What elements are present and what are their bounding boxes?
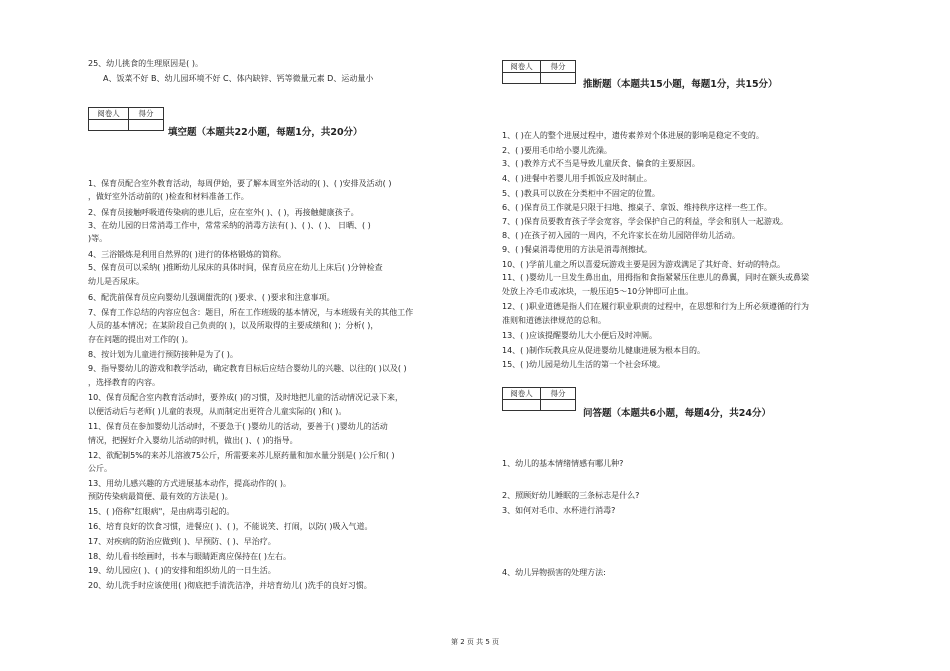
fill-question-line: 18、幼儿看书绘画时，书本与眼睛距离应保持在( )左右。: [88, 552, 291, 561]
score-cell[interactable]: [129, 120, 164, 131]
fill-section-title: 填空题（本题共22小题，每题1分，共20分）: [168, 127, 363, 138]
judge-question-line: 11、( )婴幼儿一旦发生鼻出血，用拇指和食指紧紧压住患儿的鼻翼，同时在额头或鼻梁: [502, 273, 809, 282]
fill-question-line: 公斤。: [88, 464, 112, 473]
fill-question-line: 9、指导婴幼儿的游戏和教学活动，确定教育目标后应结合婴幼儿的兴趣、以往的( )以及( ): [88, 364, 407, 373]
fill-question-line: 12、欲配制5%的来苏儿溶液75公斤，所需要来苏儿原药量和加水量分别是( )公斤和( ): [88, 451, 395, 460]
fill-question-line: 3、在幼儿园的日常消毒工作中，常常采纳的消毒方法有( )、( )、( )、 日晒、( ): [88, 221, 371, 230]
reviewer-cell[interactable]: [503, 400, 541, 411]
answer-score-box: [502, 387, 576, 411]
judge-question-line: 12、( )职业道德是指人们在履行职业职责的过程中，在思想和行为上所必须遵循的行为: [502, 302, 809, 311]
fill-question-line: 4、三浴锻炼是利用自然界的( )进行的体格锻炼的简称。: [88, 250, 286, 259]
reviewer-cell[interactable]: [89, 120, 129, 131]
reviewer-label: 阅卷人: [89, 108, 129, 120]
judge-question-line: 7、( )保育员要教育孩子学会宽容，学会保护自己的利益，学会和别人一起游戏。: [502, 217, 788, 226]
judge-question-line: 13、( )应该提醒婴幼儿大小便后及时冲厕。: [502, 331, 657, 340]
judge-section-title: 推断题（本题共15小题，每题1分，共15分）: [583, 79, 778, 90]
fill-question-line: 幼儿是否尿床。: [88, 277, 144, 286]
fill-question-line: 情况，把握好介入婴幼儿活动的时机，做出( )、( )的指导。: [88, 436, 298, 445]
score-cell[interactable]: [541, 73, 576, 84]
fill-question-line: ，做好室外活动前的( )检查和材料准备工作。: [88, 192, 249, 201]
fill-question-line: 8、按计划为儿童进行预防接种是为了( )。: [88, 350, 238, 359]
fill-question-line: 2、保育员接触呼吸道传染病的患儿后，应在室外( )、( )，再接触健康孩子。: [88, 208, 359, 217]
answer-question-4: 4、幼儿异物损害的处理方法:: [502, 568, 606, 577]
fill-question-line: 7、保育工作总结的内容应包含：题目，所在工作班级的基本情况，与本班级有关的其他工作: [88, 308, 414, 317]
judge-question-line: 8、( )在孩子初入园的一周内，不允许家长在幼儿园陪伴幼儿活动。: [502, 231, 740, 240]
judge-question-line: 5、( )教具可以放在分类柜中不固定的位置。: [502, 189, 660, 198]
score-cell[interactable]: [541, 400, 576, 411]
judge-question-line: 3、( )教养方式不当是导致儿童厌食、偏食的主要原因。: [502, 159, 700, 168]
judge-question-line: 4、( )进餐中若婴儿用手抓饭应及时制止。: [502, 174, 652, 183]
reviewer-label: 阅卷人: [503, 61, 541, 73]
judge-score-box: [502, 60, 576, 84]
fill-question-line: 20、幼儿洗手时应该使用( )彻底把手清洗洁净，并培育幼儿( )洗手的良好习惯。: [88, 581, 372, 590]
page-footer: 第 2 页 共 5 页: [450, 638, 500, 646]
fill-question-line: ，选择教育的内容。: [88, 378, 160, 387]
fill-question-line: 预防传染病最简便、最有效的方法是( )。: [88, 492, 233, 501]
fill-question-line: 5、保育员可以采纳( )推断幼儿尿床的具体时间，保育员应在幼儿上床后( )分钟检查: [88, 263, 383, 272]
judge-question-line: 处放上冷毛巾或冰块，一般压迫5～10分钟即可止血。: [502, 287, 694, 296]
fill-question-line: 人员的基本情况；在某阶段自己负责的( )，以及所取得的主要成绩和( )；分析( )，: [88, 321, 379, 330]
judge-question-line: 2、( )要用毛巾给小婴儿洗澡。: [502, 146, 612, 155]
judge-question-line: 9、( )餐桌消毒使用的方法是消毒剂擦拭。: [502, 245, 652, 254]
fill-question-line: 19、幼儿园应( )、( )的安排和组织幼儿的一日生活。: [88, 566, 276, 575]
fill-question-line: 16、培育良好的饮食习惯，进餐应( )、( )，不能说笑、打闹，以防( )吸入气道。: [88, 522, 373, 531]
judge-question-line: 6、( )保育员工作就是只限于扫地、擦桌子、拿饭、维持秩序这样一些工作。: [502, 203, 772, 212]
score-label: 得分: [541, 61, 576, 73]
score-label: 得分: [129, 108, 164, 120]
answer-question-2: 2、照顾好幼儿睡眠的三条标志是什么?: [502, 491, 640, 500]
judge-question-line: 14、( )制作玩教具应从促进婴幼儿健康进展为根本目的。: [502, 346, 705, 355]
fill-question-line: 10、保育员配合室内教育活动时，要养成( )的习惯，及时地把儿童的活动情况记录下来，: [88, 393, 403, 402]
fill-question-line: 存在问题的提出对工作的( )。: [88, 335, 193, 344]
fill-question-line: 13、用幼儿感兴趣的方式进展基本动作，提高动作的( )。: [88, 479, 291, 488]
fill-question-line: 6、配洗前保育员应向婴幼儿强调盥洗的( )要求、( )要求和注意事项。: [88, 293, 335, 302]
answer-section-title: 问答题（本题共6小题，每题4分，共24分）: [583, 408, 771, 419]
question-25-options: A、饭菜不好 B、幼儿园环境不好 C、体内缺锌、钙等微量元素 D、运动量小: [103, 74, 374, 83]
judge-question-line: 1、( )在人的整个进展过程中，遗传素养对个体进展的影响是稳定不变的。: [502, 131, 764, 140]
fill-question-line: 以便活动后与老师( )儿童的表现，从而制定出更符合儿童实际的( )和( )。: [88, 407, 347, 416]
judge-question-line: 准则和道德法律规范的总和。: [502, 316, 606, 325]
fill-question-line: 11、保育员在参加婴幼儿活动时，不要急于( )婴幼儿的活动，要善于( )婴幼儿的活动: [88, 422, 388, 431]
fill-question-line: 15、( )俗称"红眼病"，是由病毒引起的。: [88, 507, 235, 516]
answer-question-3: 3、如何对毛巾、水杯进行消毒?: [502, 506, 616, 515]
fill-question-line: 17、对疾病的防治应做到( )、早预防、( )、早治疗。: [88, 537, 276, 546]
answer-question-1: 1、幼儿的基本情绪情感有哪儿种?: [502, 459, 624, 468]
fill-score-box: [88, 107, 164, 131]
question-25: 25、幼儿挑食的生理原因是( )。: [88, 59, 203, 68]
reviewer-cell[interactable]: [503, 73, 541, 84]
reviewer-label: 阅卷人: [503, 388, 541, 400]
fill-question-line: )等。: [88, 234, 108, 243]
judge-question-line: 15、( )幼儿园是幼儿生活的第一个社会环境。: [502, 360, 665, 369]
fill-question-line: 1、保育员配合室外教育活动，每周伊始，要了解本周室外活动的( )、( )安排及活动( ): [88, 179, 392, 188]
judge-question-line: 10、( )学前儿童之所以喜爱玩游戏主要是因为游戏满足了其好奇、好动的特点。: [502, 260, 785, 269]
score-label: 得分: [541, 388, 576, 400]
